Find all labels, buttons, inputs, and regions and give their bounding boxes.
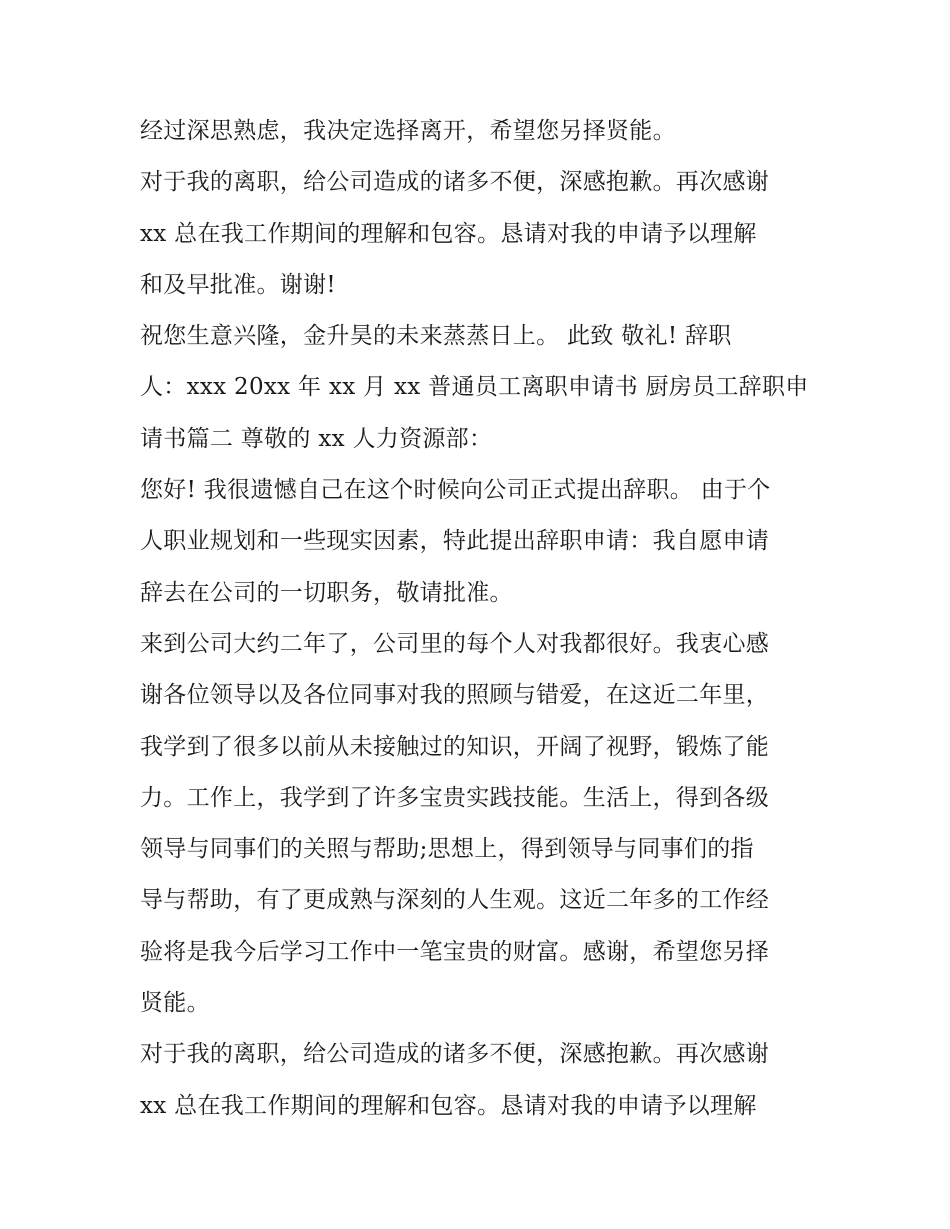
text-line: 导与帮助，有了更成熟与深刻的人生观。这近二年多的工作经 [140,887,770,914]
text-line: 我学到了很多以前从未接触过的知识，开阔了视野，锻炼了能 [140,733,770,760]
text-line: 您好! 我很遗憾自己在这个时候向公司正式提出辞职。 由于个 [140,477,771,504]
text-line: 谢各位领导以及各位同事对我的照顾与错爱，在这近二年里， [140,682,770,709]
document-body [140,106,820,1132]
text-line: 经过深思熟虑，我决定选择离开，希望您另择贤能。 [140,118,676,144]
text-line: 领导与同事们的关照与帮助;思想上，得到领导与同事们的指 [140,836,754,863]
text-line: 辞去在公司的一切职务，敬请批准。 [140,579,513,606]
text-line: 请书篇二 尊敬的 xx 人力资源部： [140,425,493,452]
text-line: 人：xxx 20xx 年 xx 月 xx 普通员工离职申请书 厨房员工辞职申 [140,374,809,401]
text-line: xx 总在我工作期间的理解和包容。恳请对我的申请予以理解 [140,1092,757,1119]
text-line: 对于我的离职，给公司造成的诸多不便，深感抱歉。再次感谢 [140,1041,770,1068]
text-line: 力。工作上，我学到了许多宝贵实践技能。生活上，得到各级 [140,784,770,811]
text-line: 贤能。 [140,990,210,1017]
text-line: 来到公司大约二年了，公司里的每个人对我都很好。我衷心感 [140,630,770,657]
text-line: 验将是我今后学习工作中一笔宝贵的财富。感谢，希望您另择 [140,938,770,965]
text-line: 对于我的离职，给公司造成的诸多不便，深感抱歉。再次感谢 [140,169,770,196]
text-line: 人职业规划和一些现实因素，特此提出辞职申请：我自愿申请 [140,528,770,555]
text-line: 祝您生意兴隆，金升昊的未来蒸蒸日上。 此致 敬礼! 辞职 [140,323,732,350]
text-line: 和及早批准。谢谢! [140,271,336,298]
text-line: xx 总在我工作期间的理解和包容。恳请对我的申请予以理解 [140,220,757,247]
